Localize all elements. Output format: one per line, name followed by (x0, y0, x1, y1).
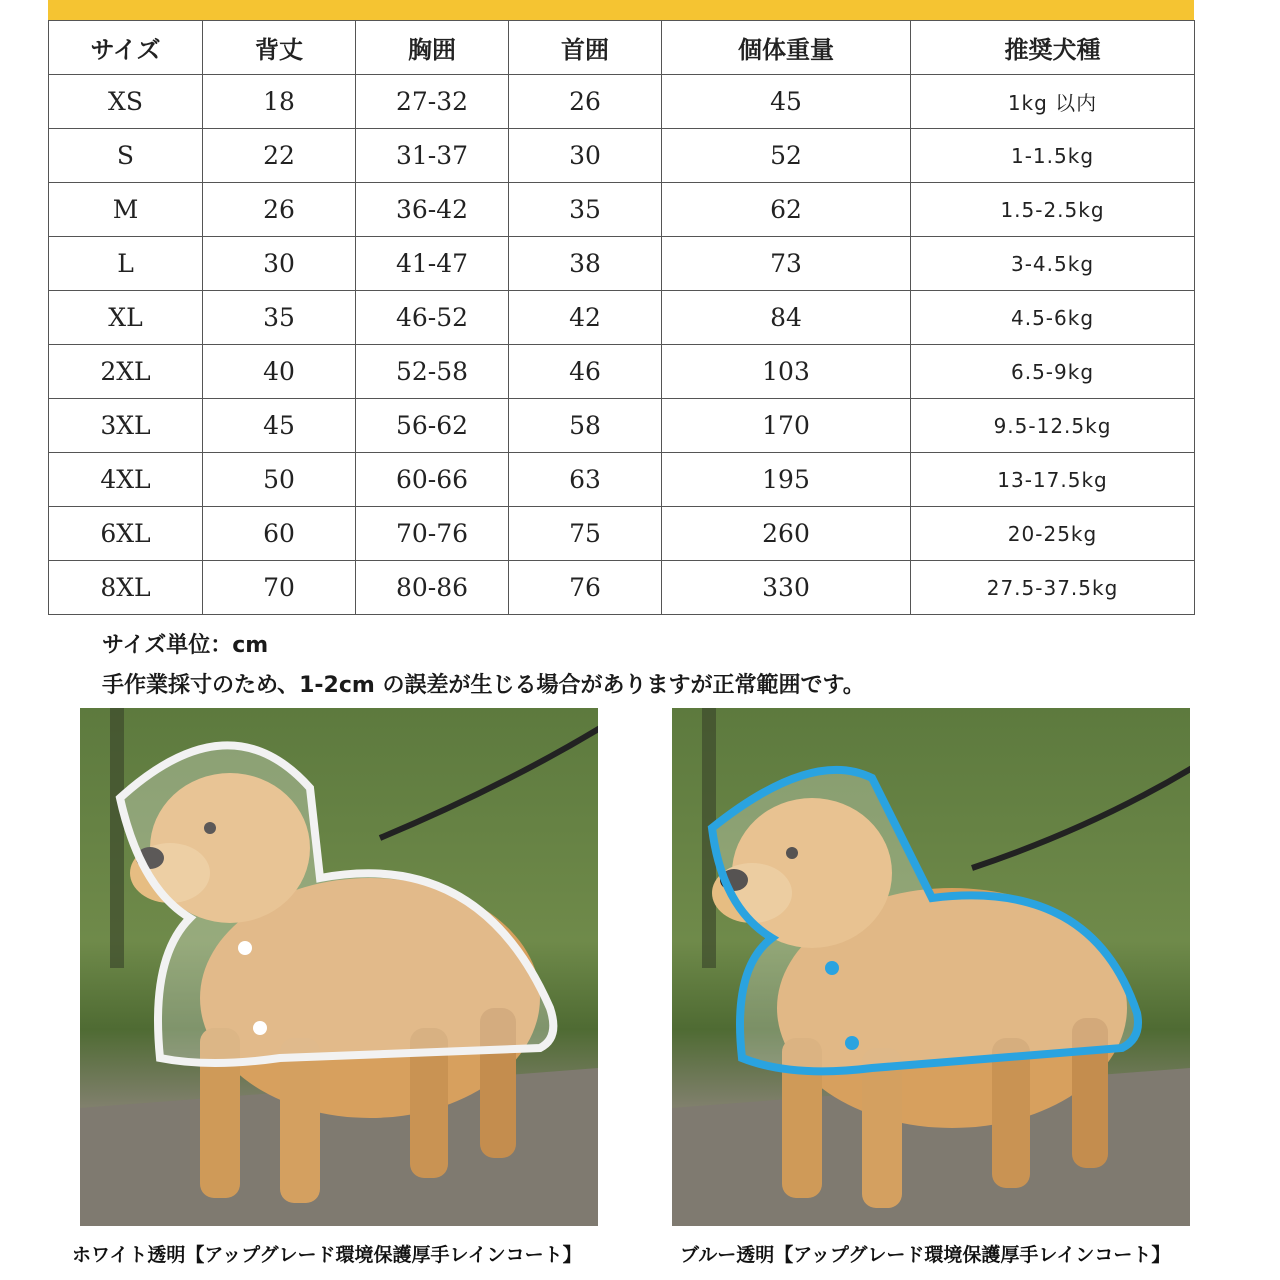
cell-size: L (49, 237, 203, 291)
header-chest: 胸囲 (356, 21, 509, 75)
header-neck: 首囲 (509, 21, 662, 75)
cell-weight: 260 (662, 507, 911, 561)
header-recommended-breed: 推奨犬種 (911, 21, 1195, 75)
table-row (49, 399, 1195, 453)
cell-size: M (49, 183, 203, 237)
cell-recommended-breed: 9.5-12.5kg (911, 399, 1195, 453)
size-notes (102, 626, 865, 706)
white-raincoat-photo (80, 708, 598, 1226)
cell-back-length: 60 (203, 507, 356, 561)
cell-chest: 31-37 (356, 129, 509, 183)
cell-chest: 80-86 (356, 561, 509, 615)
cell-back-length: 22 (203, 129, 356, 183)
cell-chest: 70-76 (356, 507, 509, 561)
cell-recommended-breed: 1-1.5kg (911, 129, 1195, 183)
cell-chest: 36-42 (356, 183, 509, 237)
white-raincoat-caption: ホワイト透明【アップグレード環境保護厚手レインコート】 (72, 1244, 582, 1266)
cell-weight: 84 (662, 291, 911, 345)
cell-size: 3XL (49, 399, 203, 453)
cell-recommended-breed: 1.5-2.5kg (911, 183, 1195, 237)
cell-chest: 41-47 (356, 237, 509, 291)
blue-raincoat-caption: ブルー透明【アップグレード環境保護厚手レインコート】 (680, 1244, 1171, 1266)
cell-weight: 330 (662, 561, 911, 615)
cell-size: 6XL (49, 507, 203, 561)
measurement-disclaimer: 手作業採寸のため、1-2cm の誤差が生じる場合がありますが正常範囲です。 (102, 673, 865, 698)
cell-back-length: 18 (203, 75, 356, 129)
cell-neck: 35 (509, 183, 662, 237)
cell-weight: 73 (662, 237, 911, 291)
table-row (49, 453, 1195, 507)
table-row (49, 507, 1195, 561)
header-size: サイズ (49, 21, 203, 75)
cell-recommended-breed: 13-17.5kg (911, 453, 1195, 507)
table-row (49, 183, 1195, 237)
cell-chest: 27-32 (356, 75, 509, 129)
cell-size: 4XL (49, 453, 203, 507)
cell-neck: 76 (509, 561, 662, 615)
cell-neck: 75 (509, 507, 662, 561)
cell-recommended-breed: 6.5-9kg (911, 345, 1195, 399)
cell-size: XS (49, 75, 203, 129)
table-row (49, 561, 1195, 615)
size-unit-note: サイズ単位：cm (102, 633, 269, 658)
table-header-row (49, 21, 1195, 75)
cell-back-length: 35 (203, 291, 356, 345)
cell-chest: 52-58 (356, 345, 509, 399)
cell-size: 2XL (49, 345, 203, 399)
table-row (49, 237, 1195, 291)
cell-weight: 103 (662, 345, 911, 399)
cell-chest: 60-66 (356, 453, 509, 507)
size-chart-table (48, 20, 1195, 615)
cell-neck: 26 (509, 75, 662, 129)
cell-neck: 63 (509, 453, 662, 507)
cell-weight: 45 (662, 75, 911, 129)
cell-weight: 170 (662, 399, 911, 453)
cell-recommended-breed: 4.5-6kg (911, 291, 1195, 345)
header-back-length: 背丈 (203, 21, 356, 75)
cell-back-length: 45 (203, 399, 356, 453)
table-row (49, 75, 1195, 129)
cell-back-length: 40 (203, 345, 356, 399)
cell-weight: 195 (662, 453, 911, 507)
cell-neck: 30 (509, 129, 662, 183)
cell-neck: 42 (509, 291, 662, 345)
cell-size: 8XL (49, 561, 203, 615)
cell-recommended-breed: 3-4.5kg (911, 237, 1195, 291)
cell-weight: 62 (662, 183, 911, 237)
cell-back-length: 70 (203, 561, 356, 615)
cell-recommended-breed: 27.5-37.5kg (911, 561, 1195, 615)
cell-chest: 46-52 (356, 291, 509, 345)
cell-size: XL (49, 291, 203, 345)
cell-back-length: 26 (203, 183, 356, 237)
cell-chest: 56-62 (356, 399, 509, 453)
table-row (49, 129, 1195, 183)
table-row (49, 345, 1195, 399)
cell-back-length: 30 (203, 237, 356, 291)
cell-neck: 58 (509, 399, 662, 453)
cell-recommended-breed: 1kg 以内 (911, 75, 1195, 129)
cell-size: S (49, 129, 203, 183)
top-accent-band (48, 0, 1194, 20)
table-row (49, 291, 1195, 345)
cell-neck: 38 (509, 237, 662, 291)
header-weight: 個体重量 (662, 21, 911, 75)
cell-neck: 46 (509, 345, 662, 399)
cell-weight: 52 (662, 129, 911, 183)
cell-recommended-breed: 20-25kg (911, 507, 1195, 561)
cell-back-length: 50 (203, 453, 356, 507)
blue-raincoat-photo (672, 708, 1190, 1226)
